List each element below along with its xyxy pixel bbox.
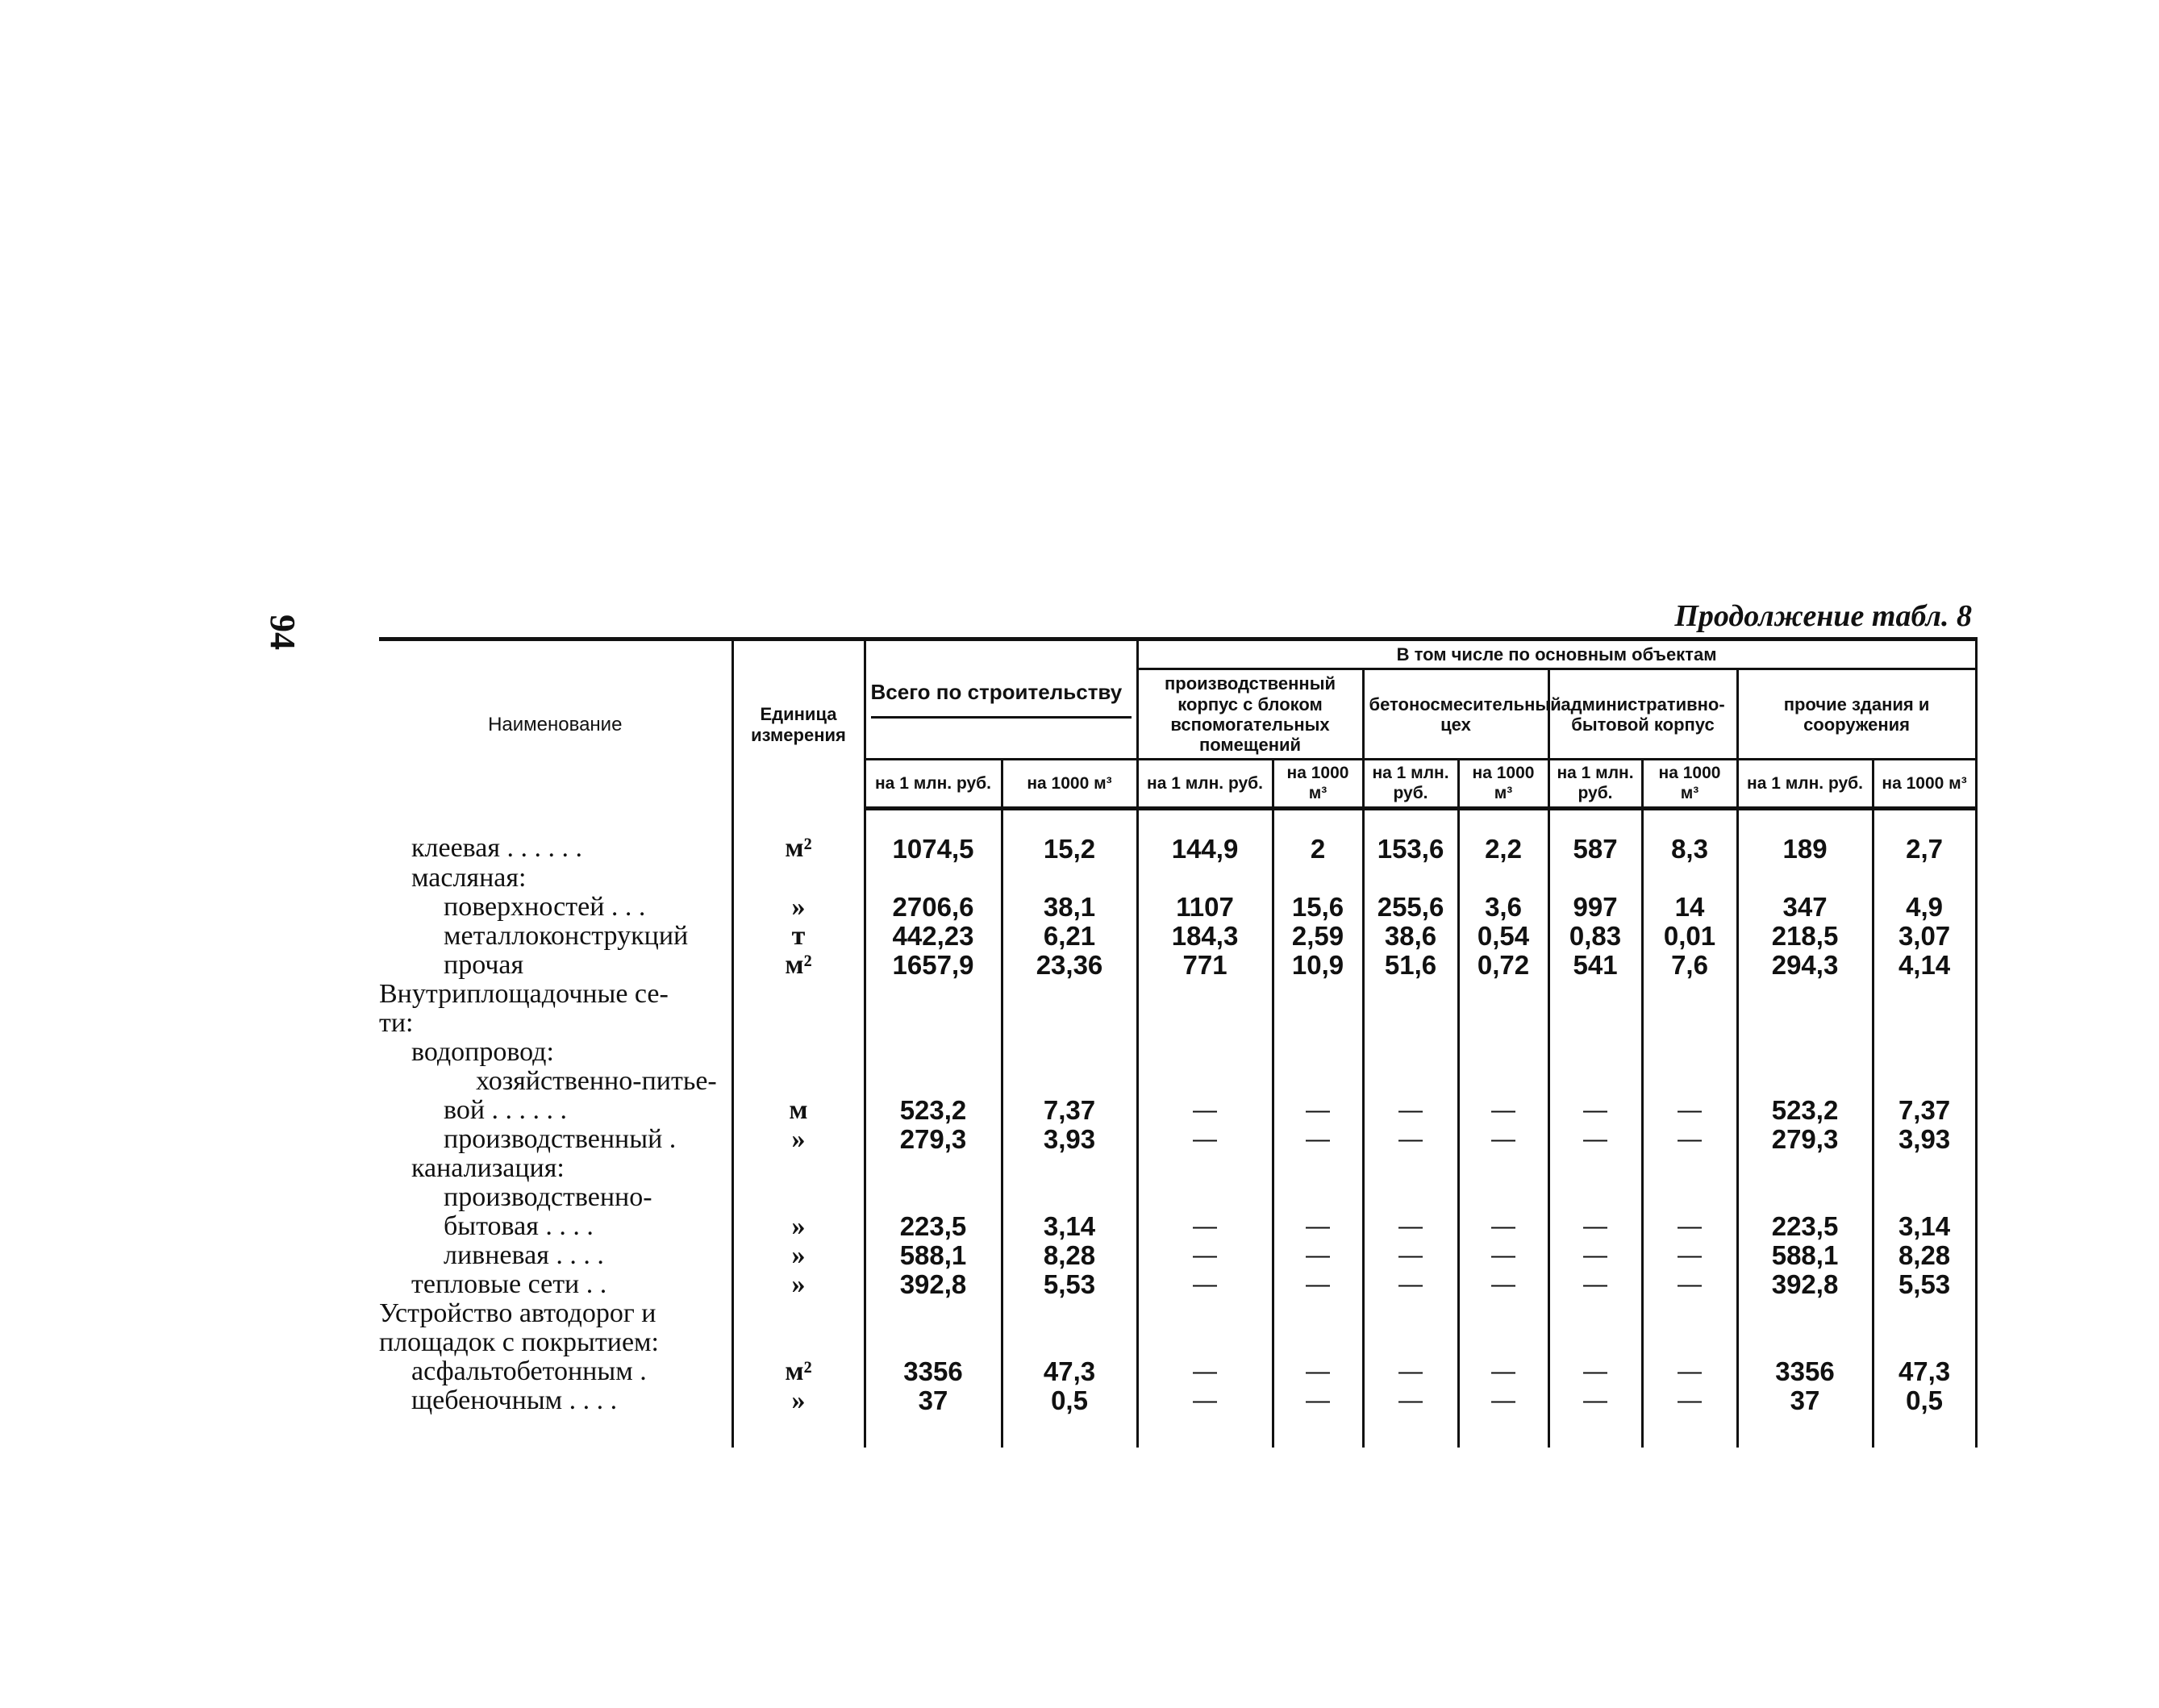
- table-row: [379, 1038, 1976, 1067]
- data-table-container: [379, 637, 1976, 1448]
- row-value: —: [1273, 1096, 1363, 1125]
- header-object-other: прочие здания и сооружения: [1737, 669, 1976, 760]
- row-value: [1137, 1067, 1273, 1096]
- row-value: 2,59: [1273, 922, 1363, 951]
- row-value: [1737, 1067, 1873, 1096]
- row-value: [1137, 1009, 1273, 1038]
- row-unit: м²: [732, 808, 865, 864]
- row-value: [1458, 1299, 1548, 1328]
- row-name: производственный .: [379, 1125, 732, 1154]
- row-name: масляная:: [379, 864, 732, 893]
- row-value: [1273, 1067, 1363, 1096]
- row-value: [1363, 1183, 1458, 1212]
- row-value: 0,5: [1873, 1386, 1976, 1448]
- row-name: поверхностей . . .: [379, 893, 732, 922]
- row-value: 523,2: [865, 1096, 1002, 1125]
- row-value: —: [1363, 1270, 1458, 1299]
- row-value: 51,6: [1363, 951, 1458, 980]
- row-value: [1873, 1009, 1976, 1038]
- table-row: [379, 1183, 1976, 1212]
- table-row: [379, 1096, 1976, 1125]
- row-value: 7,6: [1642, 951, 1737, 980]
- row-value: [1642, 1299, 1737, 1328]
- row-value: [1548, 980, 1642, 1009]
- header-unit: Единица измерения: [732, 639, 865, 809]
- row-value: [1002, 980, 1137, 1009]
- row-value: 771: [1137, 951, 1273, 980]
- row-value: 523,2: [1737, 1096, 1873, 1125]
- row-name: прочая: [379, 951, 732, 980]
- row-value: [1873, 864, 1976, 893]
- row-value: 3356: [1737, 1357, 1873, 1386]
- row-value: 0,83: [1548, 922, 1642, 951]
- row-value: 184,3: [1137, 922, 1273, 951]
- table-row: [379, 864, 1976, 893]
- row-name: металлоконструкций: [379, 922, 732, 951]
- row-value: [1002, 864, 1137, 893]
- row-value: 3,93: [1873, 1125, 1976, 1154]
- header-objects-group: В том числе по основным объектам: [1137, 639, 1976, 669]
- row-value: —: [1273, 1386, 1363, 1448]
- row-value: 2,7: [1873, 808, 1976, 864]
- row-value: 7,37: [1002, 1096, 1137, 1125]
- row-value: 997: [1548, 893, 1642, 922]
- table-row: [379, 980, 1976, 1009]
- row-unit: [732, 980, 865, 1009]
- row-value: —: [1137, 1270, 1273, 1299]
- row-value: 0,01: [1642, 922, 1737, 951]
- row-value: 15,2: [1002, 808, 1137, 864]
- row-name: вой . . . . . .: [379, 1096, 732, 1125]
- row-value: 47,3: [1873, 1357, 1976, 1386]
- row-value: —: [1458, 1125, 1548, 1154]
- row-value: [1873, 1067, 1976, 1096]
- row-value: 4,14: [1873, 951, 1976, 980]
- row-value: [1642, 1009, 1737, 1038]
- row-value: —: [1458, 1241, 1548, 1270]
- table-row: [379, 1009, 1976, 1038]
- row-value: 392,8: [865, 1270, 1002, 1299]
- row-value: 3,07: [1873, 922, 1976, 951]
- row-value: [1273, 864, 1363, 893]
- row-unit: [732, 864, 865, 893]
- row-value: 255,6: [1363, 893, 1458, 922]
- row-value: 47,3: [1002, 1357, 1137, 1386]
- row-value: [1273, 1009, 1363, 1038]
- row-value: —: [1548, 1357, 1642, 1386]
- row-value: [1548, 864, 1642, 893]
- row-value: —: [1548, 1212, 1642, 1241]
- header-sub-per-mln: на 1 млн. руб.: [1137, 760, 1273, 808]
- row-value: [865, 864, 1002, 893]
- row-value: —: [1137, 1125, 1273, 1154]
- row-name: клеевая . . . . . .: [379, 808, 732, 864]
- row-value: 541: [1548, 951, 1642, 980]
- row-value: [1642, 1183, 1737, 1212]
- row-value: [1548, 1154, 1642, 1183]
- table-row: [379, 808, 1976, 864]
- row-value: —: [1363, 1386, 1458, 1448]
- row-value: 8,3: [1642, 808, 1737, 864]
- row-name: водопровод:: [379, 1038, 732, 1067]
- row-value: 392,8: [1737, 1270, 1873, 1299]
- row-value: 0,5: [1002, 1386, 1137, 1448]
- row-value: 38,1: [1002, 893, 1137, 922]
- row-value: 3,14: [1002, 1212, 1137, 1241]
- row-value: —: [1273, 1270, 1363, 1299]
- row-value: —: [1642, 1096, 1737, 1125]
- row-value: [1737, 980, 1873, 1009]
- row-value: 5,53: [1002, 1270, 1137, 1299]
- row-value: [1363, 1067, 1458, 1096]
- row-value: —: [1273, 1357, 1363, 1386]
- row-unit: [732, 1299, 865, 1328]
- table-row: [379, 1299, 1976, 1328]
- row-value: [1548, 1328, 1642, 1357]
- row-unit: »: [732, 893, 865, 922]
- row-value: —: [1137, 1386, 1273, 1448]
- table-row: [379, 951, 1976, 980]
- row-value: [1642, 1328, 1737, 1357]
- row-value: [865, 1299, 1002, 1328]
- row-value: —: [1363, 1241, 1458, 1270]
- header-sub-per-1000: на 1000 м³: [1873, 760, 1976, 808]
- table-row: [379, 1241, 1976, 1270]
- row-value: [1548, 1038, 1642, 1067]
- row-value: [1137, 1154, 1273, 1183]
- row-value: 23,36: [1002, 951, 1137, 980]
- row-name: хозяйственно-питье-: [379, 1067, 732, 1096]
- table-row: [379, 1386, 1976, 1448]
- row-value: —: [1642, 1357, 1737, 1386]
- table-caption: Продолжение табл. 8: [1674, 599, 1972, 633]
- row-value: [1137, 1038, 1273, 1067]
- row-value: —: [1273, 1241, 1363, 1270]
- row-name: канализация:: [379, 1154, 732, 1183]
- table-row: [379, 1357, 1976, 1386]
- table-row: [379, 1270, 1976, 1299]
- row-value: —: [1458, 1270, 1548, 1299]
- row-value: [1642, 1154, 1737, 1183]
- row-value: 144,9: [1137, 808, 1273, 864]
- table-row: [379, 1125, 1976, 1154]
- header-total-per-1000: на 1000 м³: [1002, 760, 1137, 808]
- row-value: [1273, 1183, 1363, 1212]
- row-value: —: [1458, 1212, 1548, 1241]
- row-unit: »: [732, 1386, 865, 1448]
- row-value: 587: [1548, 808, 1642, 864]
- row-value: —: [1458, 1357, 1548, 1386]
- row-value: [1548, 1009, 1642, 1038]
- row-value: [1363, 980, 1458, 1009]
- row-value: 588,1: [1737, 1241, 1873, 1270]
- row-value: 0,54: [1458, 922, 1548, 951]
- row-value: [865, 1183, 1002, 1212]
- row-value: 2706,6: [865, 893, 1002, 922]
- header-total-group: [865, 639, 1137, 760]
- row-value: [1458, 1183, 1548, 1212]
- row-value: 8,28: [1002, 1241, 1137, 1270]
- row-value: [1363, 1328, 1458, 1357]
- row-unit: м²: [732, 951, 865, 980]
- row-value: 14: [1642, 893, 1737, 922]
- materials-table: [379, 637, 1978, 1448]
- row-value: [865, 1009, 1002, 1038]
- row-value: 1657,9: [865, 951, 1002, 980]
- row-value: 5,53: [1873, 1270, 1976, 1299]
- row-value: 0,72: [1458, 951, 1548, 980]
- table-row: [379, 1154, 1976, 1183]
- table-row: [379, 1328, 1976, 1357]
- row-value: [1737, 1154, 1873, 1183]
- header-name: Наименование: [379, 639, 732, 809]
- header-sub-per-1000: на 1000 м³: [1458, 760, 1548, 808]
- table-body: [379, 808, 1976, 1448]
- row-value: [1363, 1299, 1458, 1328]
- row-value: [1002, 1299, 1137, 1328]
- row-name: Внутриплощадочные се-: [379, 980, 732, 1009]
- row-value: [1458, 864, 1548, 893]
- row-value: 442,23: [865, 922, 1002, 951]
- row-value: [1737, 1009, 1873, 1038]
- row-name: ливневая . . . .: [379, 1241, 732, 1270]
- row-value: 588,1: [865, 1241, 1002, 1270]
- row-value: [1137, 1328, 1273, 1357]
- row-value: [1548, 1067, 1642, 1096]
- row-value: —: [1137, 1096, 1273, 1125]
- row-value: [1273, 1038, 1363, 1067]
- row-value: [1873, 1154, 1976, 1183]
- row-value: [1458, 1328, 1548, 1357]
- row-value: [1002, 1183, 1137, 1212]
- row-value: —: [1458, 1386, 1548, 1448]
- table-row: [379, 1212, 1976, 1241]
- row-value: 3356: [865, 1357, 1002, 1386]
- row-value: [1737, 1038, 1873, 1067]
- row-value: [1873, 1328, 1976, 1357]
- row-name: асфальтобетонным .: [379, 1357, 732, 1386]
- row-value: —: [1363, 1357, 1458, 1386]
- row-value: [1002, 1067, 1137, 1096]
- row-value: [1363, 1154, 1458, 1183]
- row-value: [1737, 1183, 1873, 1212]
- row-value: [1642, 1038, 1737, 1067]
- table-header: [379, 639, 1976, 809]
- row-value: —: [1363, 1212, 1458, 1241]
- row-value: [1363, 1009, 1458, 1038]
- row-value: [865, 1038, 1002, 1067]
- row-value: [1273, 980, 1363, 1009]
- row-value: 3,6: [1458, 893, 1548, 922]
- row-name: щебеночным . . . .: [379, 1386, 732, 1448]
- row-value: [865, 1067, 1002, 1096]
- row-value: [1737, 1328, 1873, 1357]
- row-value: [1873, 1183, 1976, 1212]
- row-value: —: [1273, 1125, 1363, 1154]
- table-row: [379, 1067, 1976, 1096]
- row-value: [1137, 1183, 1273, 1212]
- row-name: площадок с покрытием:: [379, 1328, 732, 1357]
- row-value: [1002, 1038, 1137, 1067]
- row-value: [1273, 1154, 1363, 1183]
- row-value: —: [1642, 1125, 1737, 1154]
- row-value: [1002, 1154, 1137, 1183]
- row-value: 2: [1273, 808, 1363, 864]
- row-value: 189: [1737, 808, 1873, 864]
- row-value: 1107: [1137, 893, 1273, 922]
- row-value: [1642, 1067, 1737, 1096]
- row-value: —: [1642, 1386, 1737, 1448]
- row-unit: »: [732, 1241, 865, 1270]
- row-value: [1458, 1154, 1548, 1183]
- row-value: [1873, 980, 1976, 1009]
- row-value: 10,9: [1273, 951, 1363, 980]
- header-sub-per-mln: на 1 млн. руб.: [1548, 760, 1642, 808]
- row-unit: [732, 1009, 865, 1038]
- row-unit: »: [732, 1270, 865, 1299]
- header-total-title: Всего по строительству: [871, 681, 1132, 719]
- row-value: 223,5: [865, 1212, 1002, 1241]
- row-value: [1458, 980, 1548, 1009]
- row-unit: т: [732, 922, 865, 951]
- row-value: 223,5: [1737, 1212, 1873, 1241]
- row-value: —: [1137, 1357, 1273, 1386]
- row-value: [1458, 1038, 1548, 1067]
- row-value: —: [1137, 1212, 1273, 1241]
- row-unit: [732, 1328, 865, 1357]
- row-value: [1737, 1299, 1873, 1328]
- header-sub-per-1000: на 1000 м³: [1273, 760, 1363, 808]
- row-value: 37: [865, 1386, 1002, 1448]
- row-name: бытовая . . . .: [379, 1212, 732, 1241]
- row-value: [865, 980, 1002, 1009]
- row-unit: м: [732, 1096, 865, 1125]
- row-name: производственно-: [379, 1183, 732, 1212]
- row-value: 153,6: [1363, 808, 1458, 864]
- header-object-concrete: бетоносмесительный цех: [1363, 669, 1548, 760]
- row-unit: [732, 1067, 865, 1096]
- row-value: [1642, 980, 1737, 1009]
- header-sub-per-1000: на 1000 м³: [1642, 760, 1737, 808]
- row-value: [1548, 1299, 1642, 1328]
- row-value: [1002, 1009, 1137, 1038]
- row-value: —: [1642, 1270, 1737, 1299]
- row-value: 6,21: [1002, 922, 1137, 951]
- row-value: [1363, 864, 1458, 893]
- row-name: Устройство автодорог и: [379, 1299, 732, 1328]
- row-value: [1737, 864, 1873, 893]
- row-value: 347: [1737, 893, 1873, 922]
- row-value: [1137, 864, 1273, 893]
- row-value: [1273, 1328, 1363, 1357]
- row-value: —: [1548, 1241, 1642, 1270]
- row-unit: м²: [732, 1357, 865, 1386]
- row-unit: [732, 1038, 865, 1067]
- row-value: [1137, 980, 1273, 1009]
- row-value: [1873, 1299, 1976, 1328]
- row-value: —: [1642, 1241, 1737, 1270]
- row-value: —: [1548, 1096, 1642, 1125]
- row-unit: »: [732, 1125, 865, 1154]
- row-value: —: [1363, 1096, 1458, 1125]
- row-value: [865, 1154, 1002, 1183]
- header-object-production: производственный корпус с блоком вспомогательных помещений: [1137, 669, 1363, 760]
- header-sub-per-mln: на 1 млн. руб.: [1737, 760, 1873, 808]
- row-value: 2,2: [1458, 808, 1548, 864]
- row-value: 7,37: [1873, 1096, 1976, 1125]
- page-number: 94: [263, 614, 302, 650]
- row-value: 218,5: [1737, 922, 1873, 951]
- row-value: 4,9: [1873, 893, 1976, 922]
- row-value: [1273, 1299, 1363, 1328]
- row-value: 38,6: [1363, 922, 1458, 951]
- row-value: —: [1458, 1096, 1548, 1125]
- row-value: [1458, 1067, 1548, 1096]
- row-value: —: [1363, 1125, 1458, 1154]
- row-value: [865, 1328, 1002, 1357]
- row-value: 279,3: [1737, 1125, 1873, 1154]
- row-value: [1458, 1009, 1548, 1038]
- row-value: 8,28: [1873, 1241, 1976, 1270]
- row-unit: [732, 1154, 865, 1183]
- row-name: тепловые сети . .: [379, 1270, 732, 1299]
- row-value: —: [1548, 1125, 1642, 1154]
- row-value: 1074,5: [865, 808, 1002, 864]
- row-value: 3,93: [1002, 1125, 1137, 1154]
- row-name: ти:: [379, 1009, 732, 1038]
- table-row: [379, 893, 1976, 922]
- row-value: [1363, 1038, 1458, 1067]
- row-value: [1002, 1328, 1137, 1357]
- row-value: —: [1137, 1241, 1273, 1270]
- row-value: —: [1642, 1212, 1737, 1241]
- header-total-per-mln: на 1 млн. руб.: [865, 760, 1002, 808]
- row-value: 279,3: [865, 1125, 1002, 1154]
- row-unit: »: [732, 1212, 865, 1241]
- row-value: [1548, 1183, 1642, 1212]
- row-value: 37: [1737, 1386, 1873, 1448]
- row-value: 15,6: [1273, 893, 1363, 922]
- row-value: —: [1273, 1212, 1363, 1241]
- header-object-admin: административно-бытовой корпус: [1548, 669, 1737, 760]
- row-value: 294,3: [1737, 951, 1873, 980]
- header-sub-per-mln: на 1 млн. руб.: [1363, 760, 1458, 808]
- row-value: [1873, 1038, 1976, 1067]
- row-value: [1137, 1299, 1273, 1328]
- row-value: [1642, 864, 1737, 893]
- row-value: —: [1548, 1270, 1642, 1299]
- row-value: 3,14: [1873, 1212, 1976, 1241]
- table-row: [379, 922, 1976, 951]
- row-value: —: [1548, 1386, 1642, 1448]
- row-unit: [732, 1183, 865, 1212]
